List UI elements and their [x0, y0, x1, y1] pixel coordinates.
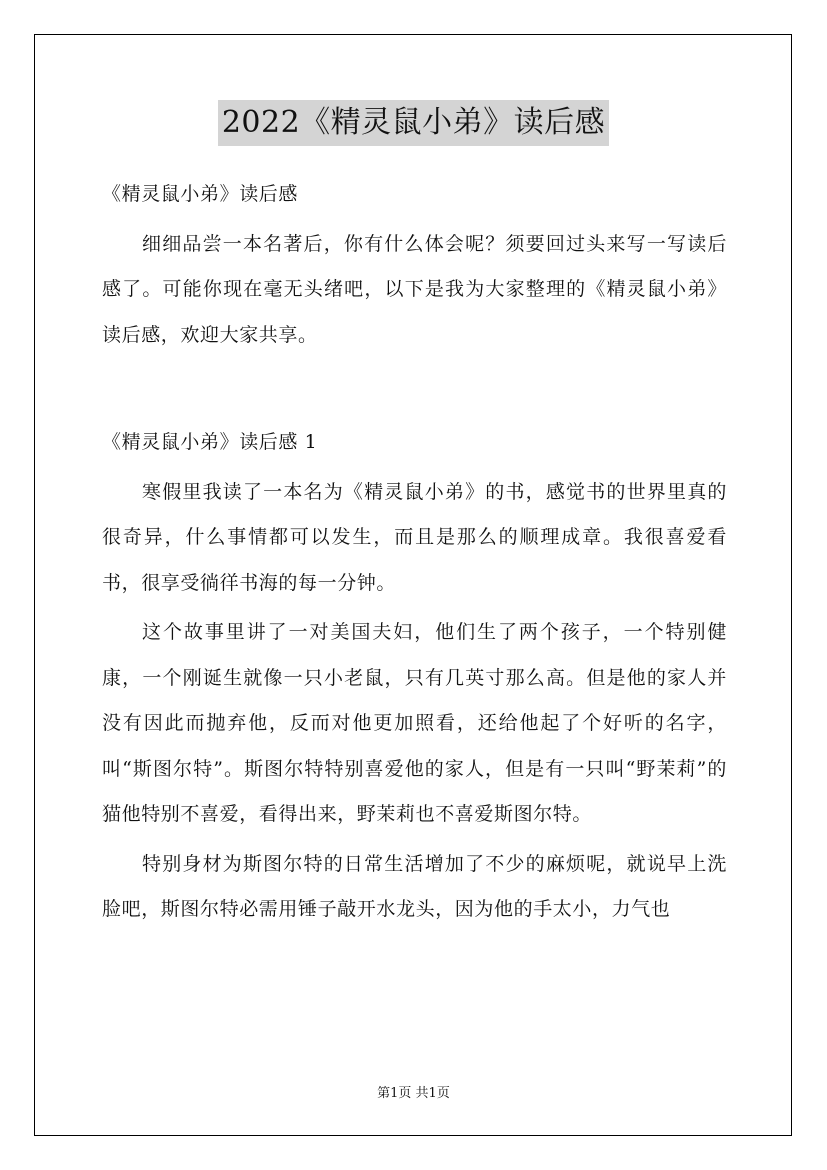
document-title: 2022《精灵鼠小弟》读后感 [218, 100, 609, 146]
section-heading: 《精灵鼠小弟》读后感 [102, 183, 299, 205]
document-body [102, 172, 727, 933]
page-number-footer: 第1页 共1页 [377, 1086, 450, 1101]
paragraph: 寒假里我读了一本名为《精灵鼠小弟》的书，感觉书的世界里真的很奇异，什么事情都可以发生，而且是那么的顺理成章。我很喜爱看书，很享受徜徉书海的每一分钟。 [102, 480, 727, 594]
section-heading: 《精灵鼠小弟》读后感 1 [102, 431, 318, 453]
paragraph: 这个故事里讲了一对美国夫妇，他们生了两个孩子，一个特别健康，一个刚诞生就像一只小老鼠，只有几英寸那么高。但是他的家人并没有因此而抛弃他，反而对他更加照看，还给他起了个好听的名字，叫“斯图尔特”。斯图尔特特别喜爱他的家人，但是有一只叫“野茉莉”的猫他特别不喜爱，看得出来，野茉莉也不喜爱斯图尔特。 [102, 621, 727, 825]
paragraph: 特别身材为斯图尔特的日常生活增加了不少的麻烦呢，就说早上洗脸吧，斯图尔特必需用锤子敲开水龙头，因为他的手太小，力气也 [102, 852, 727, 920]
document-title-wrap [0, 100, 827, 146]
paragraph: 细细品尝一本名著后，你有什么体会呢？须要回过头来写一写读后感了。可能你现在毫无头绪吧，以下是我为大家整理的《精灵鼠小弟》读后感，欢迎大家共享。 [102, 232, 727, 346]
